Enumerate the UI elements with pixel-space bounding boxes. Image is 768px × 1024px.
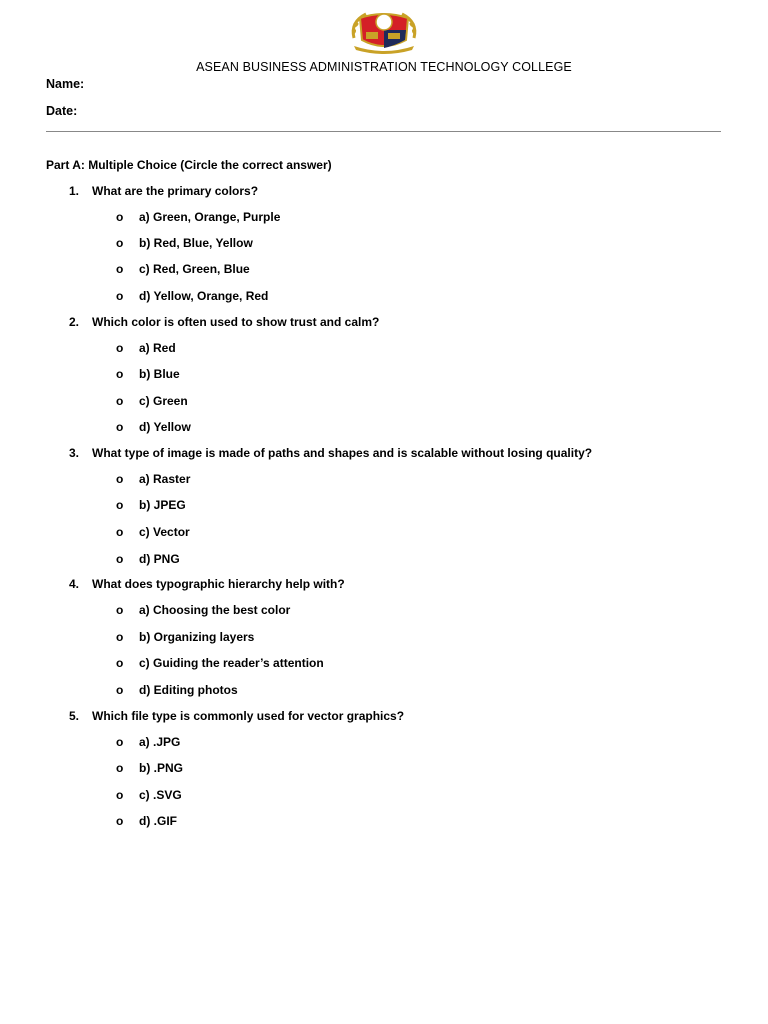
option-5d[interactable]: [116, 814, 177, 828]
option-1c[interactable]: [116, 262, 250, 276]
bullet-icon: o: [116, 788, 124, 802]
option-text: d) PNG: [139, 552, 180, 566]
option-text: d) Yellow, Orange, Red: [139, 289, 269, 303]
option-text: c) Vector: [139, 525, 190, 539]
question-number: 1.: [69, 184, 80, 198]
bullet-icon: o: [116, 814, 124, 828]
option-5b[interactable]: [116, 761, 183, 775]
option-text: b) .PNG: [139, 761, 183, 775]
question-5: [69, 709, 404, 723]
question-3: [69, 446, 592, 460]
option-5c[interactable]: [116, 788, 182, 802]
question-number: 4.: [69, 577, 80, 591]
option-text: a) Choosing the best color: [139, 603, 291, 617]
option-1d[interactable]: [116, 289, 268, 303]
option-text: b) Organizing layers: [139, 630, 255, 644]
option-text: a) Green, Orange, Purple: [139, 210, 281, 224]
question-text: What does typographic hierarchy help with?: [92, 577, 345, 591]
option-1b[interactable]: [116, 236, 253, 250]
option-2c[interactable]: [116, 394, 188, 408]
header-divider: [46, 131, 721, 132]
bullet-icon: o: [116, 630, 124, 644]
option-text: c) Guiding the reader’s attention: [139, 656, 324, 670]
question-number: 3.: [69, 446, 80, 460]
date-field-label: Date:: [46, 104, 78, 118]
option-text: b) Blue: [139, 367, 180, 381]
college-crest-icon: [346, 8, 422, 54]
bullet-icon: o: [116, 735, 124, 749]
option-text: c) .SVG: [139, 788, 182, 802]
question-4: [69, 577, 345, 591]
bullet-icon: o: [116, 394, 124, 408]
bullet-icon: o: [116, 210, 124, 224]
bullet-icon: o: [116, 262, 124, 276]
question-text: Which color is often used to show trust and calm?: [92, 315, 380, 329]
option-3a[interactable]: [116, 472, 190, 486]
option-2d[interactable]: [116, 420, 191, 434]
question-number: 5.: [69, 709, 80, 723]
section-heading: Part A: Multiple Choice (Circle the correct answer): [46, 158, 332, 172]
option-4c[interactable]: [116, 656, 324, 670]
option-text: c) Green: [139, 394, 188, 408]
school-name: ASEAN BUSINESS ADMINISTRATION TECHNOLOGY COLLEGE: [196, 60, 572, 74]
option-4a[interactable]: [116, 603, 290, 617]
option-text: a) Raster: [139, 472, 191, 486]
option-text: d) Editing photos: [139, 683, 238, 697]
bullet-icon: o: [116, 603, 124, 617]
bullet-icon: o: [116, 367, 124, 381]
bullet-icon: o: [116, 525, 124, 539]
option-1a[interactable]: [116, 210, 280, 224]
bullet-icon: o: [116, 498, 124, 512]
option-4b[interactable]: [116, 630, 254, 644]
option-2a[interactable]: [116, 341, 176, 355]
bullet-icon: o: [116, 341, 124, 355]
option-3c[interactable]: [116, 525, 190, 539]
question-1: [69, 184, 258, 198]
option-text: c) Red, Green, Blue: [139, 262, 250, 276]
option-text: b) JPEG: [139, 498, 186, 512]
bullet-icon: o: [116, 236, 124, 250]
option-text: a) .JPG: [139, 735, 181, 749]
bullet-icon: o: [116, 683, 124, 697]
option-text: d) .GIF: [139, 814, 177, 828]
question-text: What type of image is made of paths and shapes and is scalable without losing quality?: [92, 446, 593, 460]
option-text: b) Red, Blue, Yellow: [139, 236, 253, 250]
option-text: a) Red: [139, 341, 176, 355]
option-3d[interactable]: [116, 552, 180, 566]
option-text: d) Yellow: [139, 420, 191, 434]
option-5a[interactable]: [116, 735, 180, 749]
option-3b[interactable]: [116, 498, 186, 512]
question-number: 2.: [69, 315, 80, 329]
name-field-label: Name:: [46, 77, 85, 91]
option-2b[interactable]: [116, 367, 180, 381]
bullet-icon: o: [116, 656, 124, 670]
question-text: What are the primary colors?: [92, 184, 259, 198]
bullet-icon: o: [116, 761, 124, 775]
option-4d[interactable]: [116, 683, 238, 697]
question-2: [69, 315, 379, 329]
bullet-icon: o: [116, 472, 124, 486]
bullet-icon: o: [116, 420, 124, 434]
question-text: Which file type is commonly used for vector graphics?: [92, 709, 405, 723]
bullet-icon: o: [116, 289, 124, 303]
bullet-icon: o: [116, 552, 124, 566]
